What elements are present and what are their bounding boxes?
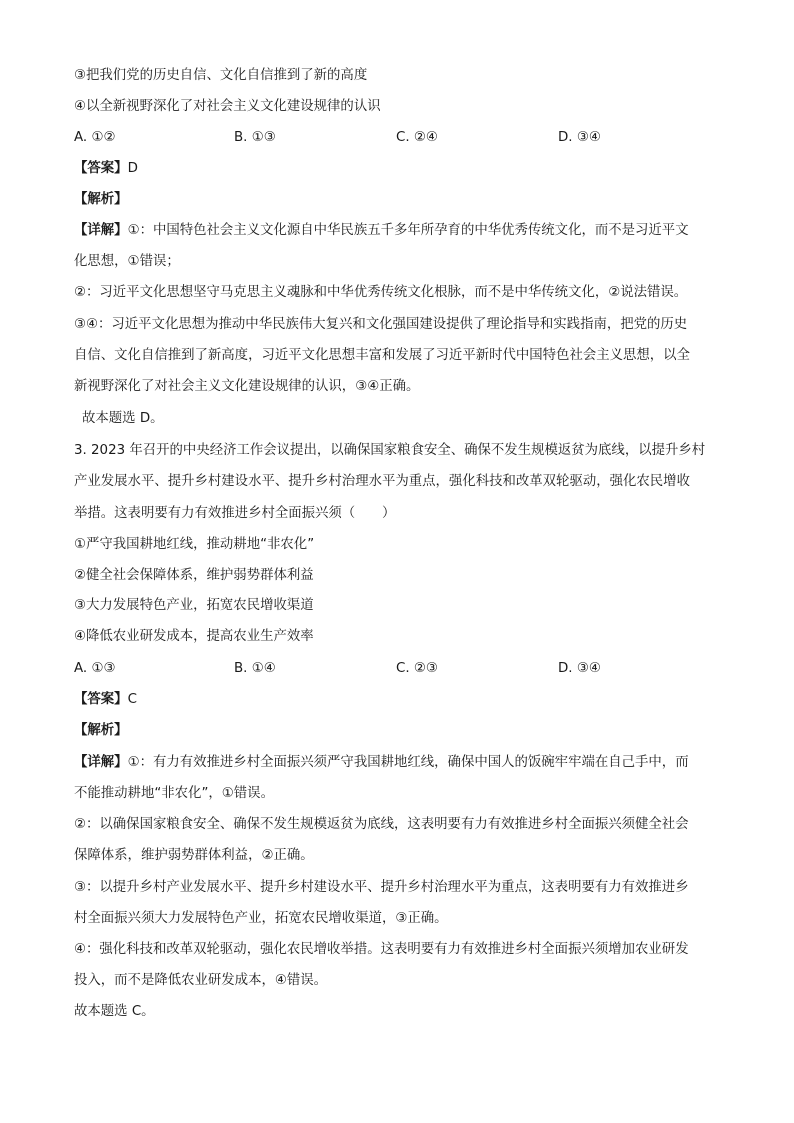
q3-option-c: C. ②③ — [396, 661, 438, 676]
q2-answer — [74, 160, 138, 178]
q2-conclusion: 故本题选 D。 — [82, 411, 164, 426]
q2-option-c: C. ②④ — [396, 130, 438, 145]
q3-option-a: A. ①③ — [74, 661, 116, 676]
q2-detail-3-line-3: 新视野深化了对社会主义文化建设规律的认识，③④正确。 — [74, 379, 420, 394]
q2-detail-1-line-1 — [74, 222, 689, 240]
q2-detail-3-line-2: 自信、文化自信推到了新高度，习近平文化思想丰富和发展了习近平新时代中国特色社会主义思想，以全 — [74, 348, 690, 363]
q3-stem-line-3: 举措。这表明要有力有效推进乡村全面振兴须（ ） — [74, 506, 396, 521]
q3-detail-2-line-2: 保障体系，维护弱势群体利益，②正确。 — [74, 848, 314, 863]
q3-detail-4-line-2: 投入，而不是降低农业研发成本，④错误。 — [74, 973, 328, 988]
q3-analysis-tag: 【解析】 — [74, 723, 128, 738]
q2-option-d: D. ③④ — [558, 130, 601, 145]
q3-conclusion: 故本题选 C。 — [74, 1004, 155, 1019]
q3-option-d: D. ③④ — [558, 661, 601, 676]
q3-option-b: B. ①④ — [234, 661, 276, 676]
answer-value: C — [127, 692, 137, 707]
answer-tag: 【答案】 — [74, 161, 128, 176]
q3-statement-2: ②健全社会保障体系，维护弱势群体利益 — [74, 568, 314, 583]
q2-statement-3: ③把我们党的历史自信、文化自信推到了新的高度 — [74, 68, 368, 83]
answer-value: D — [127, 161, 138, 176]
q3-detail-1-line-2: 不能推动耕地“非农化”，①错误。 — [74, 786, 274, 801]
answer-tag: 【答案】 — [74, 692, 128, 707]
detail-tag: 【详解】 — [74, 755, 128, 770]
q2-detail-1-line-2: 化思想，①错误； — [74, 254, 180, 269]
detail-text: ①：有力有效推进乡村全面振兴须严守我国耕地红线，确保中国人的饭碗牢牢端在自己手中，而 — [127, 755, 689, 770]
q3-detail-4-line-1: ④：强化科技和改革双轮驱动，强化农民增收举措。这表明要有力有效推进乡村全面振兴须增加农业研发 — [74, 942, 689, 957]
q3-statement-4: ④降低农业研发成本，提高农业生产效率 — [74, 629, 314, 644]
q3-stem-line-1: 3. 2023 年召开的中央经济工作会议提出，以确保国家粮食安全、确保不发生规模返贫为底线，以提升乡村 — [74, 443, 706, 458]
q2-option-a: A. ①② — [74, 130, 116, 145]
q3-stem-line-2: 产业发展水平、提升乡村建设水平、提升乡村治理水平为重点，强化科技和改革双轮驱动，强化农民增收 — [74, 474, 690, 489]
q2-analysis-tag: 【解析】 — [74, 192, 128, 207]
q3-detail-3-line-1: ③：以提升乡村产业发展水平、提升乡村建设水平、提升乡村治理水平为重点，这表明要有力有效推进乡 — [74, 880, 689, 895]
q3-answer — [74, 691, 137, 709]
q2-option-b: B. ①③ — [234, 130, 276, 145]
q2-detail-2-line-1: ②：习近平文化思想坚守马克思主义魂脉和中华优秀传统文化根脉，而不是中华传统文化，②说法错误。 — [74, 285, 688, 300]
detail-tag: 【详解】 — [74, 223, 128, 238]
q2-detail-3-line-1: ③④：习近平文化思想为推动中华民族伟大复兴和文化强国建设提供了理论指导和实践指南，把党的历史 — [74, 317, 688, 332]
q3-detail-2-line-1: ②：以确保国家粮食安全、确保不发生规模返贫为底线，这表明要有力有效推进乡村全面振兴须健全社会 — [74, 817, 689, 832]
q2-options — [74, 129, 734, 147]
q2-statement-4: ④以全新视野深化了对社会主义文化建设规律的认识 — [74, 99, 381, 114]
q3-options — [74, 660, 734, 678]
q3-statement-1: ①严守我国耕地红线，推动耕地“非农化” — [74, 537, 315, 552]
q3-statement-3: ③大力发展特色产业，拓宽农民增收渠道 — [74, 598, 314, 613]
detail-text: ①：中国特色社会主义文化源自中华民族五千多年所孕育的中华优秀传统文化，而不是习近平文 — [127, 223, 689, 238]
q3-detail-1-line-1 — [74, 754, 689, 772]
q3-detail-3-line-2: 村全面振兴须大力发展特色产业，拓宽农民增收渠道，③正确。 — [74, 911, 448, 926]
